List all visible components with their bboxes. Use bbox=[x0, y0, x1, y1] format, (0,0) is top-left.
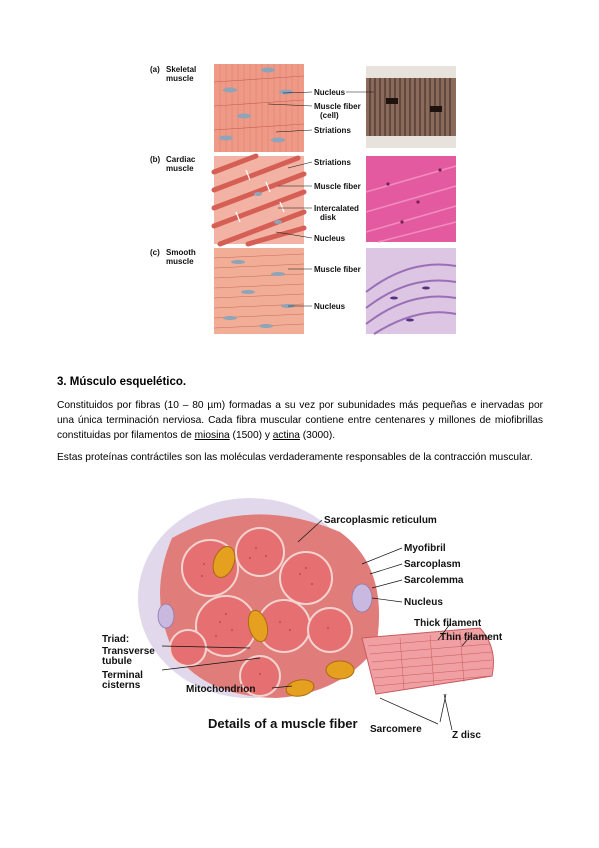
muscle-fiber-figure bbox=[100, 498, 510, 744]
section-b-title-2: muscle bbox=[166, 164, 194, 173]
p1-text-c: (3000). bbox=[299, 430, 336, 441]
label-cell-a: (cell) bbox=[320, 111, 339, 120]
label-intercalated-b: Intercalated bbox=[314, 204, 359, 213]
label-sarcoplasmic-reticulum: Sarcoplasmic reticulum bbox=[324, 515, 437, 526]
label-nucleus-a: Nucleus bbox=[314, 88, 346, 97]
paragraph-2: Estas proteínas contráctiles son las moléculas verdaderamente responsables de la contracción muscular. bbox=[57, 452, 533, 463]
label-nucleus-b: Nucleus bbox=[314, 234, 346, 243]
section-heading: 3. Músculo esquelético. bbox=[57, 376, 187, 388]
section-c-title: Smooth bbox=[166, 248, 196, 257]
label-muscle-fiber-c: Muscle fiber bbox=[314, 265, 361, 274]
smooth-muscle-photo bbox=[366, 248, 456, 334]
cardiac-muscle-photo bbox=[366, 156, 456, 242]
label-sarcolemma: Sarcolemma bbox=[404, 575, 464, 586]
label-transverse: Transverse bbox=[102, 646, 155, 657]
label-myofibril: Myofibril bbox=[404, 543, 446, 554]
skeletal-muscle-drawing bbox=[214, 64, 304, 152]
label-sarcoplasm: Sarcoplasm bbox=[404, 559, 461, 570]
label-sarcomere: Sarcomere bbox=[370, 724, 422, 735]
section-c-letter: (c) bbox=[150, 248, 160, 257]
label-nucleus-c: Nucleus bbox=[314, 302, 346, 311]
fiber-body bbox=[158, 514, 379, 698]
label-mitochondrion: Mitochondrion bbox=[186, 684, 256, 695]
label-disk-b: disk bbox=[320, 213, 337, 222]
label-cisterns: cisterns bbox=[102, 680, 141, 691]
paragraph-1 bbox=[57, 398, 543, 443]
label-muscle-fiber-b: Muscle fiber bbox=[314, 182, 361, 191]
section-b-letter: (b) bbox=[150, 155, 161, 164]
section-a-title: Skeletal bbox=[166, 65, 197, 74]
label-thick-filament: Thick filament bbox=[414, 618, 482, 629]
p1-text-a: Constituidos por fibras (10 – 80 µm) formadas a su vez por subunidades más pequeñas e inervadas por una única terminación nerviosa. Cada fibra muscular contiene entre centenares y millones de miofibrillas constituidas por filamentos de bbox=[57, 400, 543, 441]
muscle-types-figure bbox=[148, 62, 468, 338]
skeletal-muscle-photo bbox=[366, 66, 456, 148]
label-terminal: Terminal bbox=[102, 670, 143, 681]
p1-text-b: (1500) y bbox=[229, 430, 273, 441]
label-triad: Triad: bbox=[102, 634, 130, 645]
label-muscle-fiber-a: Muscle fiber bbox=[314, 102, 361, 111]
section-b-title: Cardiac bbox=[166, 155, 196, 164]
label-tubule: tubule bbox=[102, 656, 132, 667]
section-a-letter: (a) bbox=[150, 65, 160, 74]
figure-caption: Details of a muscle fiber bbox=[208, 716, 358, 731]
cardiac-muscle-drawing bbox=[214, 156, 304, 244]
label-striations-b: Striations bbox=[314, 158, 351, 167]
p1-miosina: miosina bbox=[194, 430, 230, 441]
label-z-disc: Z disc bbox=[452, 730, 481, 741]
section-a-title-2: muscle bbox=[166, 74, 194, 83]
p1-actina: actina bbox=[272, 430, 300, 441]
section-c-title-2: muscle bbox=[166, 257, 194, 266]
smooth-muscle-drawing bbox=[214, 248, 304, 334]
label-nucleus: Nucleus bbox=[404, 597, 443, 608]
label-striations-a: Striations bbox=[314, 126, 351, 135]
label-thin-filament: Thin filament bbox=[440, 632, 503, 643]
